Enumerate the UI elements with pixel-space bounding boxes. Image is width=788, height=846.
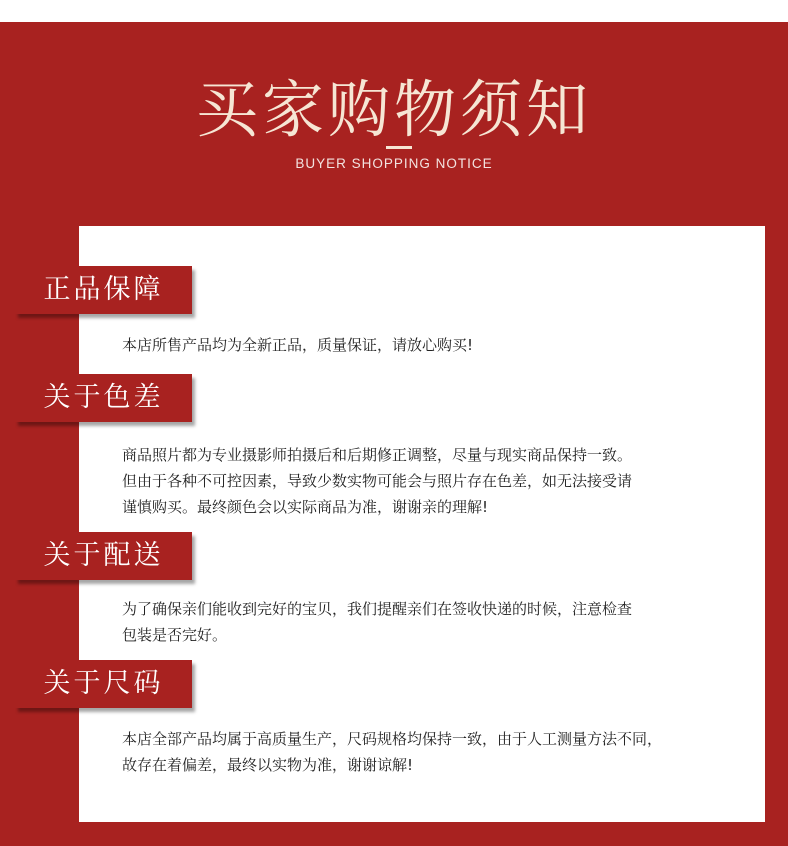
text-line: 商品照片都为专业摄影师拍摄后和后期修正调整，尽量与现实商品保持一致。 <box>122 446 633 464</box>
section-tag-genuine: 正品保障 <box>15 266 192 314</box>
section-text-delivery <box>122 596 732 648</box>
text-line: 包装是否完好。 <box>122 626 228 644</box>
text-line: 为了确保亲们能收到完好的宝贝，我们提醒亲们在签收快递的时候，注意检查 <box>122 600 633 618</box>
text-line: 本店所售产品均为全新正品，质量保证，请放心购买! <box>122 336 474 354</box>
text-line: 故存在着偏差，最终以实物为准，谢谢谅解! <box>122 756 414 774</box>
page-title: 买家购物须知 <box>195 73 592 146</box>
section-text-genuine <box>122 332 732 358</box>
section-tag-size: 关于尺码 <box>15 660 192 708</box>
text-line: 本店全部产品均属于高质量生产，尺码规格均保持一致，由于人工测量方法不同， <box>122 730 663 748</box>
section-tag-delivery: 关于配送 <box>15 532 192 580</box>
section-text-size <box>122 726 732 778</box>
section-tag-color: 关于色差 <box>15 374 192 422</box>
text-line: 谨慎购买。最终颜色会以实际商品为准，谢谢亲的理解! <box>122 498 489 516</box>
title-underline <box>386 146 412 149</box>
text-line: 但由于各种不可控因素，导致少数实物可能会与照片存在色差，如无法接受请 <box>122 472 633 490</box>
page-subtitle: BUYER SHOPPING NOTICE <box>295 156 493 171</box>
section-text-color <box>122 442 732 520</box>
